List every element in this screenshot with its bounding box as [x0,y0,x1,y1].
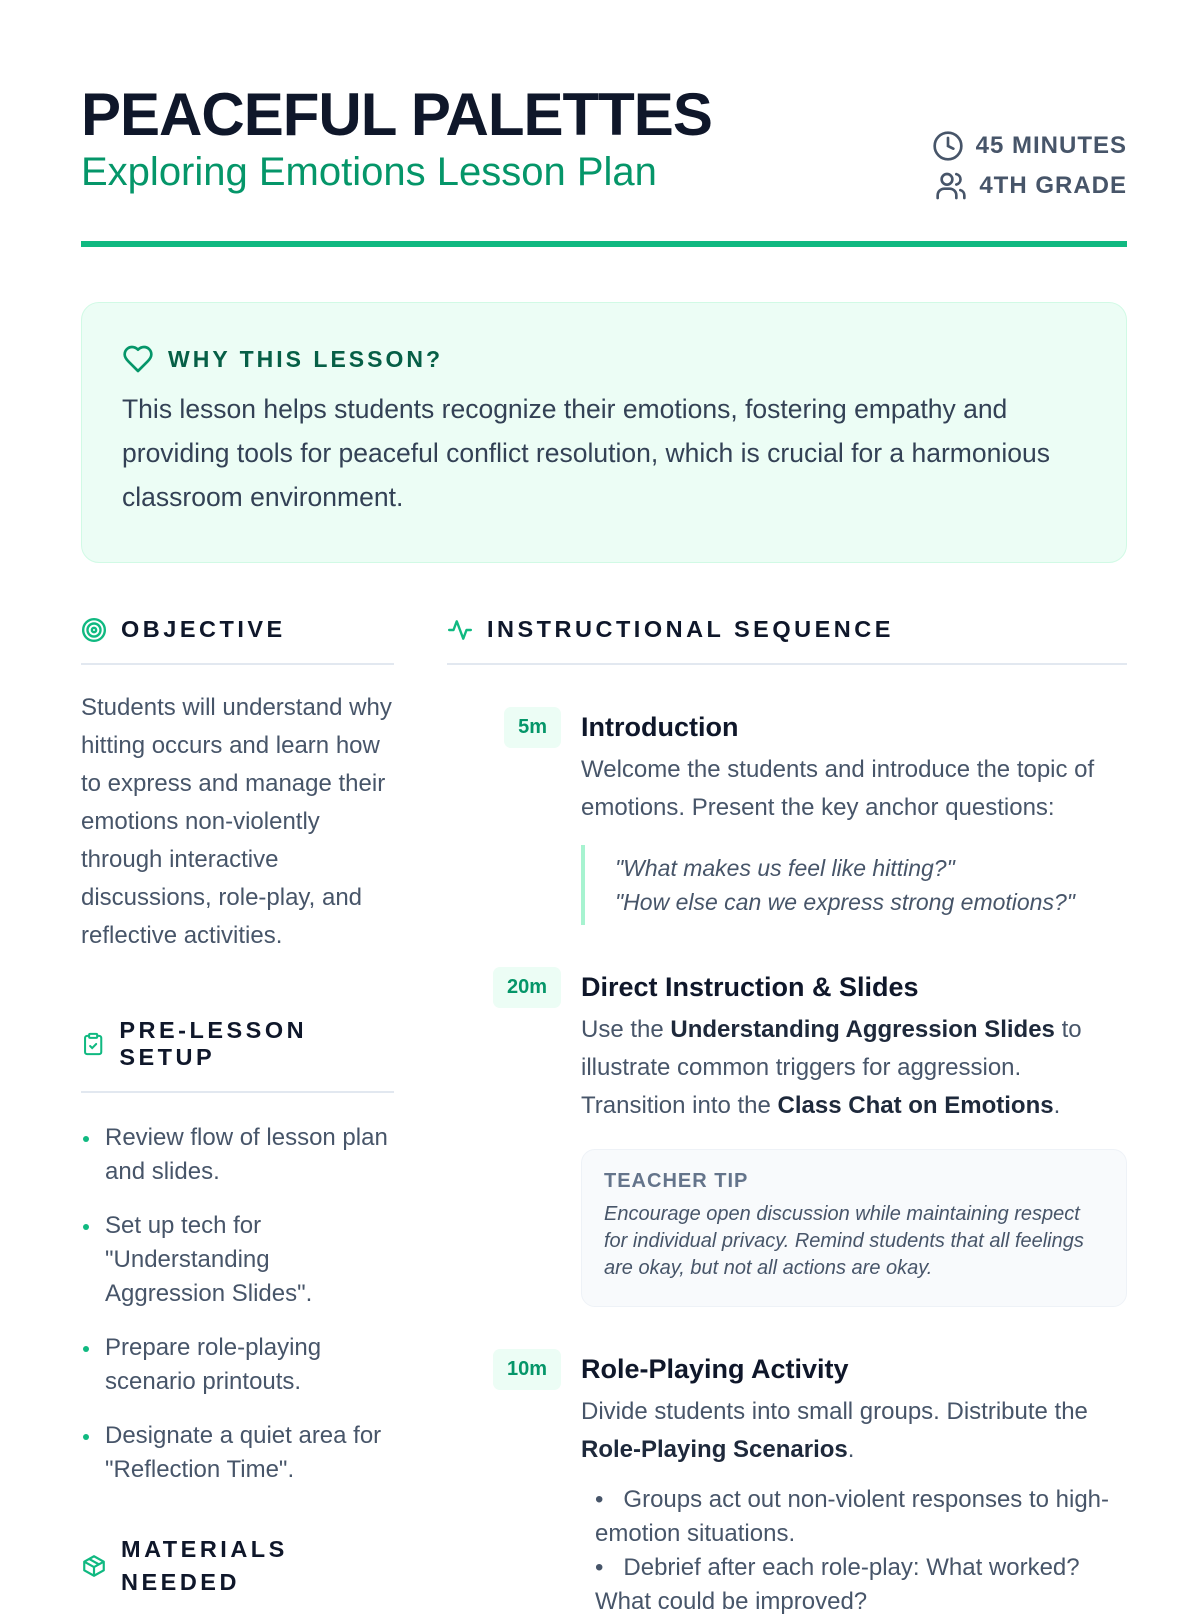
quote-line: "What makes us feel like hitting?" [615,855,955,881]
page-title: PEACEFUL PALETTES [81,81,712,148]
step-direct-instruction [447,967,1127,1307]
package-icon [81,1553,107,1579]
tip-heading: TEACHER TIP [604,1170,749,1192]
sequence-heading [447,616,1127,665]
list-item: Set up tech for "Understanding Aggression Slides". [81,1209,394,1311]
text: Use the [581,1016,671,1043]
text: to illustrate common triggers for aggression. Transition into the [581,1016,1082,1119]
duration: 45 MINUTES [975,132,1127,159]
objective-text: Students will understand why hitting occurs and learn how to express and manage their emotions non-violently through interactive discussions, role-play, and reflective activities. [81,694,392,949]
header [81,82,1127,252]
list-item: • Debrief after each role-play: What worked? What could be improved? [595,1554,1080,1615]
step-introduction [447,707,1127,925]
objective-heading-text: OBJECTIVE [121,616,286,642]
list-item: Prepare role-playing scenario printouts. [81,1331,394,1399]
teacher-tip [581,1149,1127,1307]
activity-icon [447,617,473,643]
step-text: Welcome the students and introduce the topic of emotions. Present the key anchor questions: [581,756,1095,821]
text: Divide students into small groups. Distribute the [581,1398,1088,1425]
bold-text: Role-Playing Scenarios [581,1436,848,1463]
list-item: • Groups act out non-violent responses to high-emotion situations. [595,1486,1110,1547]
setup-list [81,1121,394,1487]
bold-text: Understanding Aggression Slides [670,1016,1055,1043]
anchor-questions [581,845,1127,925]
page-subtitle: Exploring Emotions Lesson Plan [81,150,657,194]
time-badge: 5m [504,707,561,748]
left-column [81,616,394,1619]
step-title: Role-Playing Activity [581,1354,849,1384]
lesson-meta [932,126,1127,206]
list-item-text: Groups act out non-violent responses to high-emotion situations. [595,1486,1110,1547]
list-item: Designate a quiet area for "Reflection Time". [81,1419,394,1487]
why-text: This lesson helps students recognize their emotions, fostering empathy and providing tools for peaceful conflict resolution, which is crucial for a harmonious classroom environment. [122,394,1050,512]
setup-heading-text: PRE-LESSON SETUP [119,1017,308,1070]
clock-icon [932,130,964,162]
bold-text: Class Chat on Emotions [777,1092,1054,1119]
header-divider [81,241,1127,247]
step-text [581,1393,1127,1469]
grade: 4TH GRADE [979,172,1127,199]
step-title: Introduction [581,712,739,742]
users-icon [935,170,967,202]
materials-heading [81,1533,394,1619]
why-heading: WHY THIS LESSON? [168,345,444,372]
quote-line: "How else can we express strong emotions?" [615,889,1075,915]
step-text [581,1011,1127,1125]
list-item-text: Debrief after each role-play: What worked? What could be improved? [595,1554,1080,1615]
objective-heading [81,616,394,665]
materials-heading-text: MATERIALS NEEDED [121,1536,288,1595]
time-badge: 10m [493,1349,561,1390]
why-this-lesson-panel [81,302,1127,563]
heart-icon [122,343,154,375]
step-title: Direct Instruction & Slides [581,972,919,1002]
role-play-list [581,1483,1127,1619]
text: . [847,1436,855,1463]
setup-heading [81,1017,394,1093]
tip-text: Encourage open discussion while maintaining respect for individual privacy. Remind students that all feelings are okay, but not all actions are okay. [604,1203,1084,1279]
target-icon [81,617,107,643]
sequence-heading-text: INSTRUCTIONAL SEQUENCE [487,616,894,642]
step-role-play [447,1349,1127,1619]
text: . [1053,1092,1061,1119]
time-badge: 20m [493,967,561,1008]
clipboard-check-icon [81,1031,105,1057]
right-column [447,616,1127,1619]
list-item: Review flow of lesson plan and slides. [81,1121,394,1189]
